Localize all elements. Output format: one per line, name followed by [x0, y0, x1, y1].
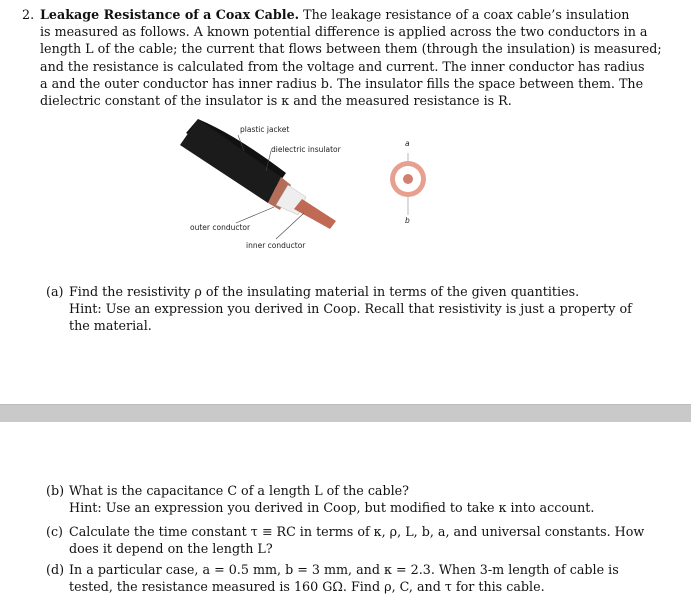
part-b-line-1: What is the capacitance C of a length L of the cable?: [69, 483, 409, 498]
label-dielectric-insulator: dielectric insulator: [271, 145, 341, 154]
part-a-letter: (a): [46, 284, 64, 299]
part-b-line-2: Hint: Use an expression you derived in Coop, but modified to take κ into account.: [69, 500, 595, 516]
part-d: [46, 561, 646, 595]
intro-line-2: is measured as follows. A known potential difference is applied across the two conductors in a: [40, 24, 648, 40]
part-c: [46, 523, 646, 557]
inner-conductor-shape: [294, 199, 336, 229]
problem-intro: [22, 6, 672, 109]
inner-conductor-leader: [276, 213, 304, 239]
part-d-letter: (d): [46, 562, 65, 577]
part-a-line-1: Find the resistivity ρ of the insulating material in terms of the given quantities.: [69, 284, 580, 299]
label-plastic-jacket: plastic jacket: [240, 125, 290, 134]
part-b: [46, 482, 646, 516]
part-d-line-2: tested, the resistance measured is 160 GΩ. Find ρ, C, and τ for this cable.: [69, 579, 545, 595]
outer-conductor-leader: [236, 207, 274, 223]
label-outer-conductor: outer conductor: [190, 223, 251, 232]
part-d-line-1: In a particular case, a = 0.5 mm, b = 3 mm, and κ = 2.3. When 3-m length of cable is: [69, 562, 619, 577]
label-radius-b: b: [405, 216, 410, 225]
label-inner-conductor: inner conductor: [246, 241, 306, 250]
coax-cable-figure: [176, 115, 456, 255]
part-a: [46, 283, 646, 335]
problem-title: Leakage Resistance of a Coax Cable.: [40, 7, 300, 22]
part-a-line-2: Hint: Use an expression you derived in Coop. Recall that resistivity is just a property of: [69, 301, 632, 317]
cross-section-inner: [403, 174, 413, 184]
intro-line-1: The leakage resistance of a coax cable’s insulation: [303, 7, 630, 22]
intro-line-3: length L of the cable; the current that flows between them (through the insulation) is measured;: [40, 41, 662, 57]
page-lower: [0, 422, 691, 603]
part-a-line-3: the material.: [69, 318, 152, 334]
intro-line-5: a and the outer conductor has inner radius b. The insulator fills the space between them. The: [40, 75, 644, 91]
coax-cable-illustration: [176, 115, 456, 255]
intro-line-6: dielectric constant of the insulator is κ and the measured resistance is R.: [40, 93, 512, 109]
part-b-letter: (b): [46, 483, 65, 498]
part-c-line-1: Calculate the time constant τ ≡ RC in terms of κ, ρ, L, b, a, and universal constants. How: [69, 524, 645, 539]
label-radius-a: a: [405, 139, 410, 148]
part-c-line-2: does it depend on the length L?: [69, 541, 273, 557]
problem-number: 2.: [22, 7, 35, 22]
part-c-letter: (c): [46, 524, 64, 539]
intro-line-4: and the resistance is calculated from the voltage and current. The inner conductor has radius: [40, 58, 645, 74]
page-gap: [0, 404, 691, 424]
intro-first-line: [22, 6, 672, 23]
